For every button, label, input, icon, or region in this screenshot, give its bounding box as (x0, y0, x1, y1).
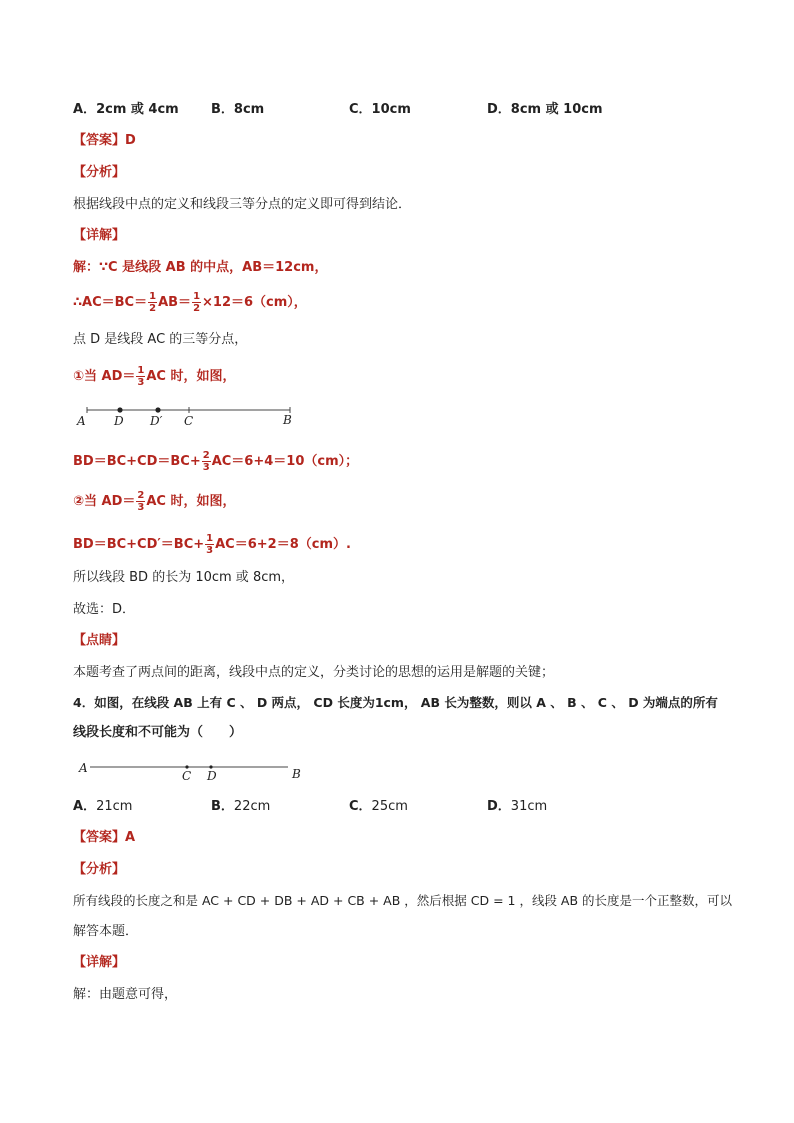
q4-choice-b: B．22cm (211, 799, 271, 814)
q3-conclusion: 所以线段 BD 的长为 10cm 或 8cm， (73, 570, 295, 585)
fraction-one-third-2: $\frac{1}{3}$ (206, 533, 214, 556)
q3-choice-d: D．8cm 或 10cm (487, 102, 603, 117)
label-d: D (207, 769, 217, 783)
q4-stem-line1: 4．如图，在线段 AB 上有 C 、 D 两点， CD 长度为1cm， AB 长为整数，则以 A 、 B 、 C 、 D 为端点的所有 (73, 695, 718, 710)
label-d-prime: D′ (150, 414, 163, 428)
q3-comment-text: 本题考查了两点间的距离，线段中点的定义，分类讨论的思想的运用是解题的关键； (73, 665, 555, 680)
q4-analysis-line2: 解答本题． (73, 924, 139, 939)
q4-answer: 【答案】A (73, 830, 136, 845)
q3-detail-tag: 【详解】 (73, 228, 126, 243)
fraction-half: $\frac{1}{2}$ (149, 291, 157, 314)
q3-segment-figure (70, 400, 310, 432)
q3-step1: 解：∵C 是线段 AB 的中点，AB＝12cm， (73, 260, 328, 275)
fraction-half-2: $\frac{1}{2}$ (193, 291, 201, 314)
q3-case1: ①当 AD＝ $\frac{1}{3}$ AC 时，如图， (73, 365, 236, 388)
q3-case1-eq: BD＝BC+CD＝BC+ $\frac{2}{3}$ AC＝6+4＝10（cm）； (73, 450, 359, 473)
label-b: B (292, 767, 301, 781)
q4-segment-figure (70, 758, 310, 786)
q4-stem-line2: 线段长度和不可能为（ ） (73, 725, 243, 740)
point-d (117, 407, 122, 412)
label-a: A (79, 761, 88, 775)
label-d: D (114, 414, 124, 428)
q3-analysis-tag: 【分析】 (73, 165, 126, 180)
q3-step3: 点 D 是线段 AC 的三等分点， (73, 332, 248, 347)
q3-case2-eq: BD＝BC+CD′＝BC+ $\frac{1}{3}$ AC＝6+2＝8（cm）. (73, 533, 351, 556)
q3-choice-a: A．2cm 或 4cm (73, 102, 179, 117)
label-c: C (182, 769, 192, 783)
q3-step2: ∴AC＝BC＝ $\frac{1}{2}$ AB＝ $\frac{1}{2}$ ×12＝6（cm）， (73, 291, 307, 314)
label-a: A (77, 414, 86, 428)
q3-answer: 【答案】D (73, 133, 136, 148)
q3-choice-c: C．10cm (349, 102, 411, 117)
q4-choice-c: C．25cm (349, 799, 408, 814)
q4-choice-d: D．31cm (487, 799, 548, 814)
q4-choice-a: A．21cm (73, 799, 133, 814)
q3-comment-tag: 【点睛】 (73, 633, 126, 648)
q3-case2: ②当 AD＝ $\frac{2}{3}$ AC 时，如图， (73, 490, 236, 513)
fraction-two-thirds: $\frac{2}{3}$ (202, 450, 210, 473)
q4-detail-tag: 【详解】 (73, 955, 126, 970)
q4-detail-line1: 解：由题意可得， (73, 987, 178, 1002)
fraction-one-third: $\frac{1}{3}$ (137, 365, 145, 388)
label-c: C (184, 414, 194, 428)
point-d-prime (155, 407, 160, 412)
label-b: B (283, 413, 292, 427)
q3-choose: 故选：D． (73, 602, 136, 617)
q3-choice-b: B．8cm (211, 102, 265, 117)
fraction-two-thirds-2: $\frac{2}{3}$ (137, 490, 145, 513)
q4-analysis-line1: 所有线段的长度之和是 AC + CD + DB + AD + CB + AB ，然后根据 CD = 1 ，线段 AB 的长度是一个正整数，可以 (73, 893, 733, 908)
q3-analysis-text: 根据线段中点的定义和线段三等分点的定义即可得到结论． (73, 197, 412, 212)
q4-analysis-tag: 【分析】 (73, 862, 126, 877)
